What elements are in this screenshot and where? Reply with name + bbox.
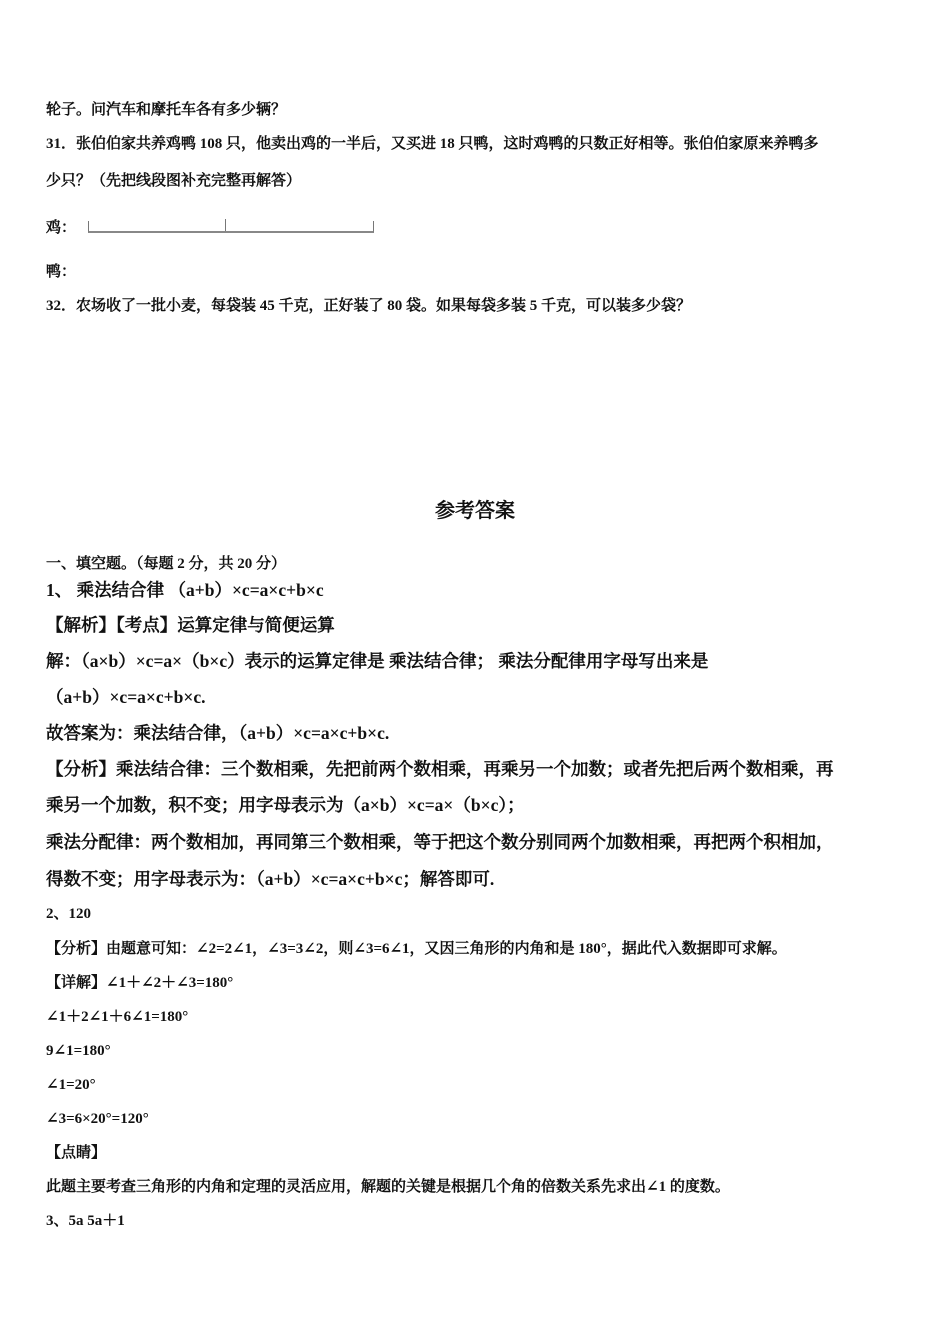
chicken-line-segment (88, 221, 374, 233)
answer2-line: 此题主要考查三角形的内角和定理的灵活应用，解题的关键是根据几个角的倍数关系先求出∠1 的度数。 (46, 1179, 730, 1195)
answers-title: 参考答案 (435, 500, 515, 522)
answer1-line: 【解析】【考点】运算定律与简便运算 (46, 615, 335, 635)
q31-line1: 31．张伯伯家共养鸡鸭 108 只，他卖出鸡的一半后，又买进 18 只鸭，这时鸡鸭的只数正好相等。张伯伯家原来养鸭多 (46, 136, 819, 152)
answer2-line: 【详解】∠1＋∠2＋∠3=180° (46, 975, 234, 991)
segment-midpoint-tick (225, 219, 226, 231)
answer2-line: 【分析】由题意可知：∠2=2∠1，∠3=3∠2，则∠3=6∠1，又因三角形的内角和是 180°，据此代入数据即可求解。 (46, 941, 787, 957)
answer1-line: 【分析】乘法结合律：三个数相乘，先把前两个数相乘，再乘另一个加数；或者先把后两个数相乘，再 (46, 759, 834, 779)
answer3-line: 3、5a 5a＋1 (46, 1213, 125, 1229)
answer2-line: 【点睛】 (46, 1145, 107, 1161)
section1-heading: 一、填空题。（每题 2 分，共 20 分） (46, 556, 287, 572)
answer1-line: 乘另一个加数，积不变；用字母表示为（a×b）×c=a×（b×c）； (46, 795, 525, 815)
answer1-line: 解：（a×b）×c=a×（b×c）表示的运算定律是 乘法结合律； 乘法分配律用字母写出来是 (46, 651, 709, 671)
answer1-line: 乘法分配律：两个数相加，再同第三个数相乘，等于把这个数分别同两个加数相乘，再把两个积相加， (46, 832, 834, 852)
answer1-line: 1、 乘法结合律 （a+b）×c=a×c+b×c (46, 580, 324, 600)
answer2-line: ∠3=6×20°=120° (46, 1111, 149, 1127)
answer2-line: 9∠1=180° (46, 1043, 111, 1059)
q31-line2: 少只？（先把线段图补充完整再解答） (46, 173, 302, 189)
answer1-line: 得数不变；用字母表示为：（a+b）×c=a×c+b×c；解答即可. (46, 869, 495, 889)
q30-tail: 轮子。问汽车和摩托车各有多少辆？ (46, 102, 287, 118)
answer1-line: （a+b）×c=a×c+b×c. (46, 687, 206, 707)
chicken-label: 鸡： (46, 220, 77, 236)
answer2-line: ∠1＋2∠1＋6∠1=180° (46, 1009, 189, 1025)
answer2-line: 2、120 (46, 906, 92, 922)
answer1-line: 故答案为：乘法结合律，（a+b）×c=a×c+b×c. (46, 723, 390, 743)
duck-label: 鸭： (46, 264, 77, 280)
q32: 32．农场收了一批小麦，每袋装 45 千克，正好装了 80 袋。如果每袋多装 5 千克，可以装多少袋？ (46, 298, 692, 314)
answer2-line: ∠1=20° (46, 1077, 96, 1093)
